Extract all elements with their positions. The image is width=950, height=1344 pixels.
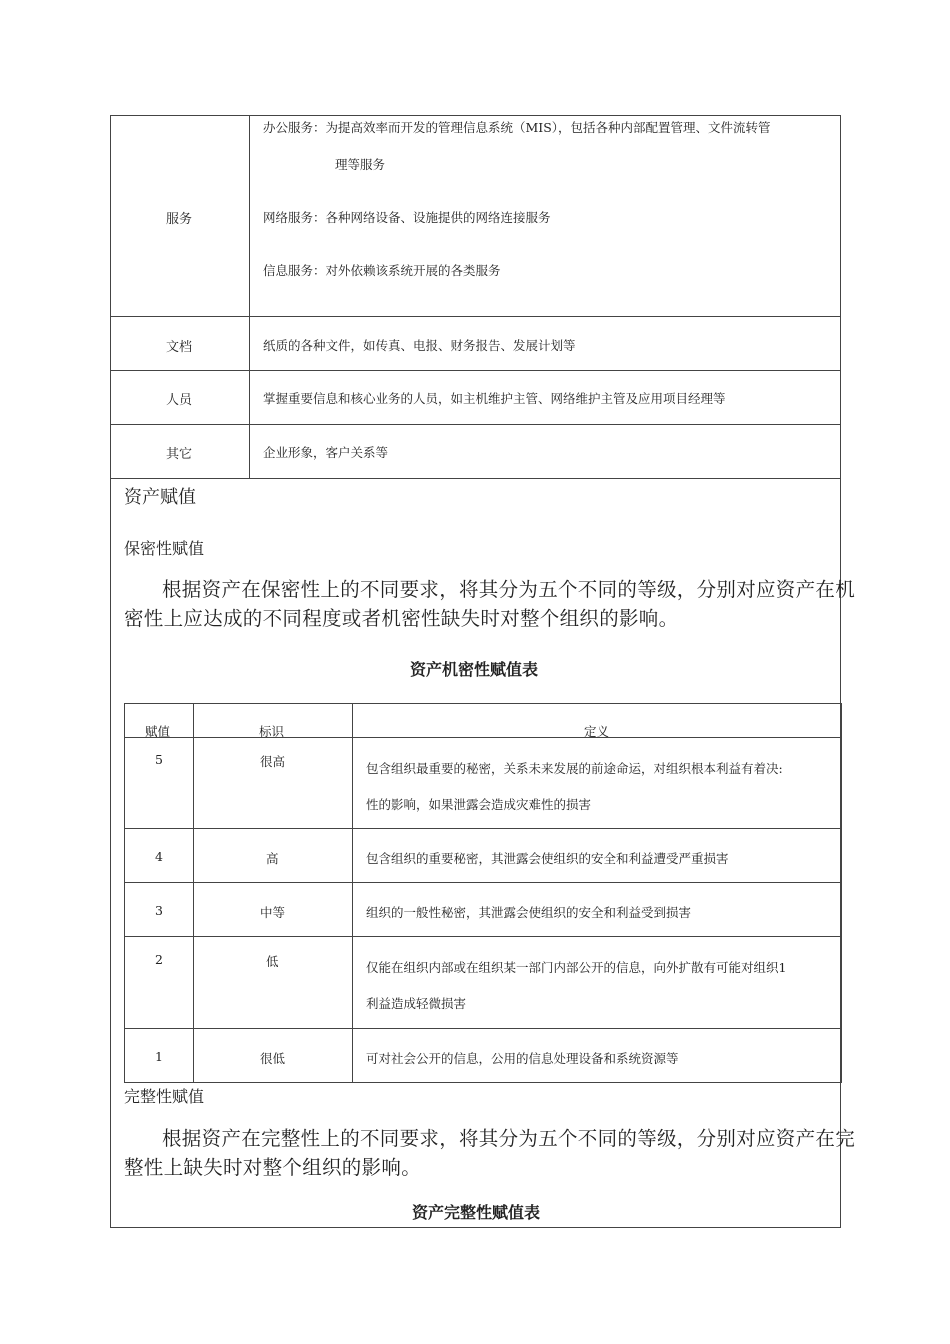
row-value: 2 <box>155 952 163 967</box>
column-header-mark: 标识 <box>259 724 285 739</box>
row-divider <box>124 828 842 829</box>
asset-label-other: 其它 <box>166 447 193 462</box>
section-title: 资产赋值 <box>124 487 196 508</box>
row-value: 1 <box>155 1049 163 1064</box>
row-mark: 低 <box>266 954 279 969</box>
row-definition-line1: 组织的一般性秘密，其泄露会使组织的安全和利益受到损害 <box>366 905 692 920</box>
header-divider <box>124 737 842 738</box>
service-line-network: 网络服务：各种网络设备、设施提供的网络连接服务 <box>263 210 551 225</box>
row-divider <box>110 370 841 371</box>
integrity-paragraph-line2: 整性上缺失时对整个组织的影响。 <box>124 1156 422 1179</box>
row-value: 5 <box>155 752 163 767</box>
col-divider <box>193 703 194 1083</box>
row-definition-line1: 可对社会公开的信息，公用的信息处理设备和系统资源等 <box>366 1051 679 1066</box>
confidentiality-paragraph-line2: 密性上应达成的不同程度或者机密性缺失时对整个组织的影响。 <box>124 607 679 630</box>
row-divider <box>124 882 842 883</box>
row-divider <box>110 478 841 479</box>
asset-label-service: 服务 <box>166 212 193 227</box>
row-divider <box>110 424 841 425</box>
row-mark: 很低 <box>260 1051 286 1066</box>
service-line-office-cont: 理等服务 <box>335 157 386 172</box>
row-definition-line2: 性的影响，如果泄露会造成灾难性的损害 <box>366 797 592 812</box>
integrity-heading: 完整性赋值 <box>124 1087 205 1106</box>
asset-text-people: 掌握重要信息和核心业务的人员，如主机维护主管、网络维护主管及应用项目经理等 <box>263 391 726 406</box>
asset-label-docs: 文档 <box>166 340 193 355</box>
row-mark: 很高 <box>260 754 286 769</box>
service-line-office: 办公服务：为提高效率而开发的管理信息系统（MIS），包括各种内部配置管理、文件流转管 <box>263 120 771 135</box>
row-definition-line1: 包含组织最重要的秘密，关系未来发展的前途命运，对组织根本利益有着决: <box>366 761 783 776</box>
row-mark: 高 <box>266 851 279 866</box>
row-definition-line1: 仅能在组织内部或在组织某一部门内部公开的信息，向外扩散有可能对组织1 <box>366 960 787 975</box>
row-divider <box>124 1028 842 1029</box>
row-value: 3 <box>155 903 163 918</box>
asset-text-other: 企业形象，客户关系等 <box>263 445 389 460</box>
column-header-definition: 定义 <box>584 724 610 739</box>
confidentiality-table-title: 资产机密性赋值表 <box>410 660 539 679</box>
confidentiality-heading: 保密性赋值 <box>124 539 205 558</box>
row-divider <box>110 316 841 317</box>
asset-label-people: 人员 <box>166 393 193 408</box>
confidentiality-paragraph-line1: 根据资产在保密性上的不同要求，将其分为五个不同的等级，分别对应资产在机 <box>162 578 856 601</box>
integrity-table-title: 资产完整性赋值表 <box>412 1203 541 1222</box>
row-definition-line2: 利益造成轻微损害 <box>366 996 467 1011</box>
row-definition-line1: 包含组织的重要秘密，其泄露会使组织的安全和利益遭受严重损害 <box>366 851 729 866</box>
service-line-info: 信息服务：对外依赖该系统开展的各类服务 <box>263 263 501 278</box>
integrity-paragraph-line1: 根据资产在完整性上的不同要求，将其分为五个不同的等级，分别对应资产在完 <box>162 1127 856 1150</box>
row-value: 4 <box>155 849 163 864</box>
asset-text-docs: 纸质的各种文件，如传真、电报、财务报告、发展计划等 <box>263 338 576 353</box>
column-header-value: 赋值 <box>145 724 171 739</box>
col-divider <box>352 703 353 1083</box>
row-mark: 中等 <box>260 905 286 920</box>
row-divider <box>124 936 842 937</box>
